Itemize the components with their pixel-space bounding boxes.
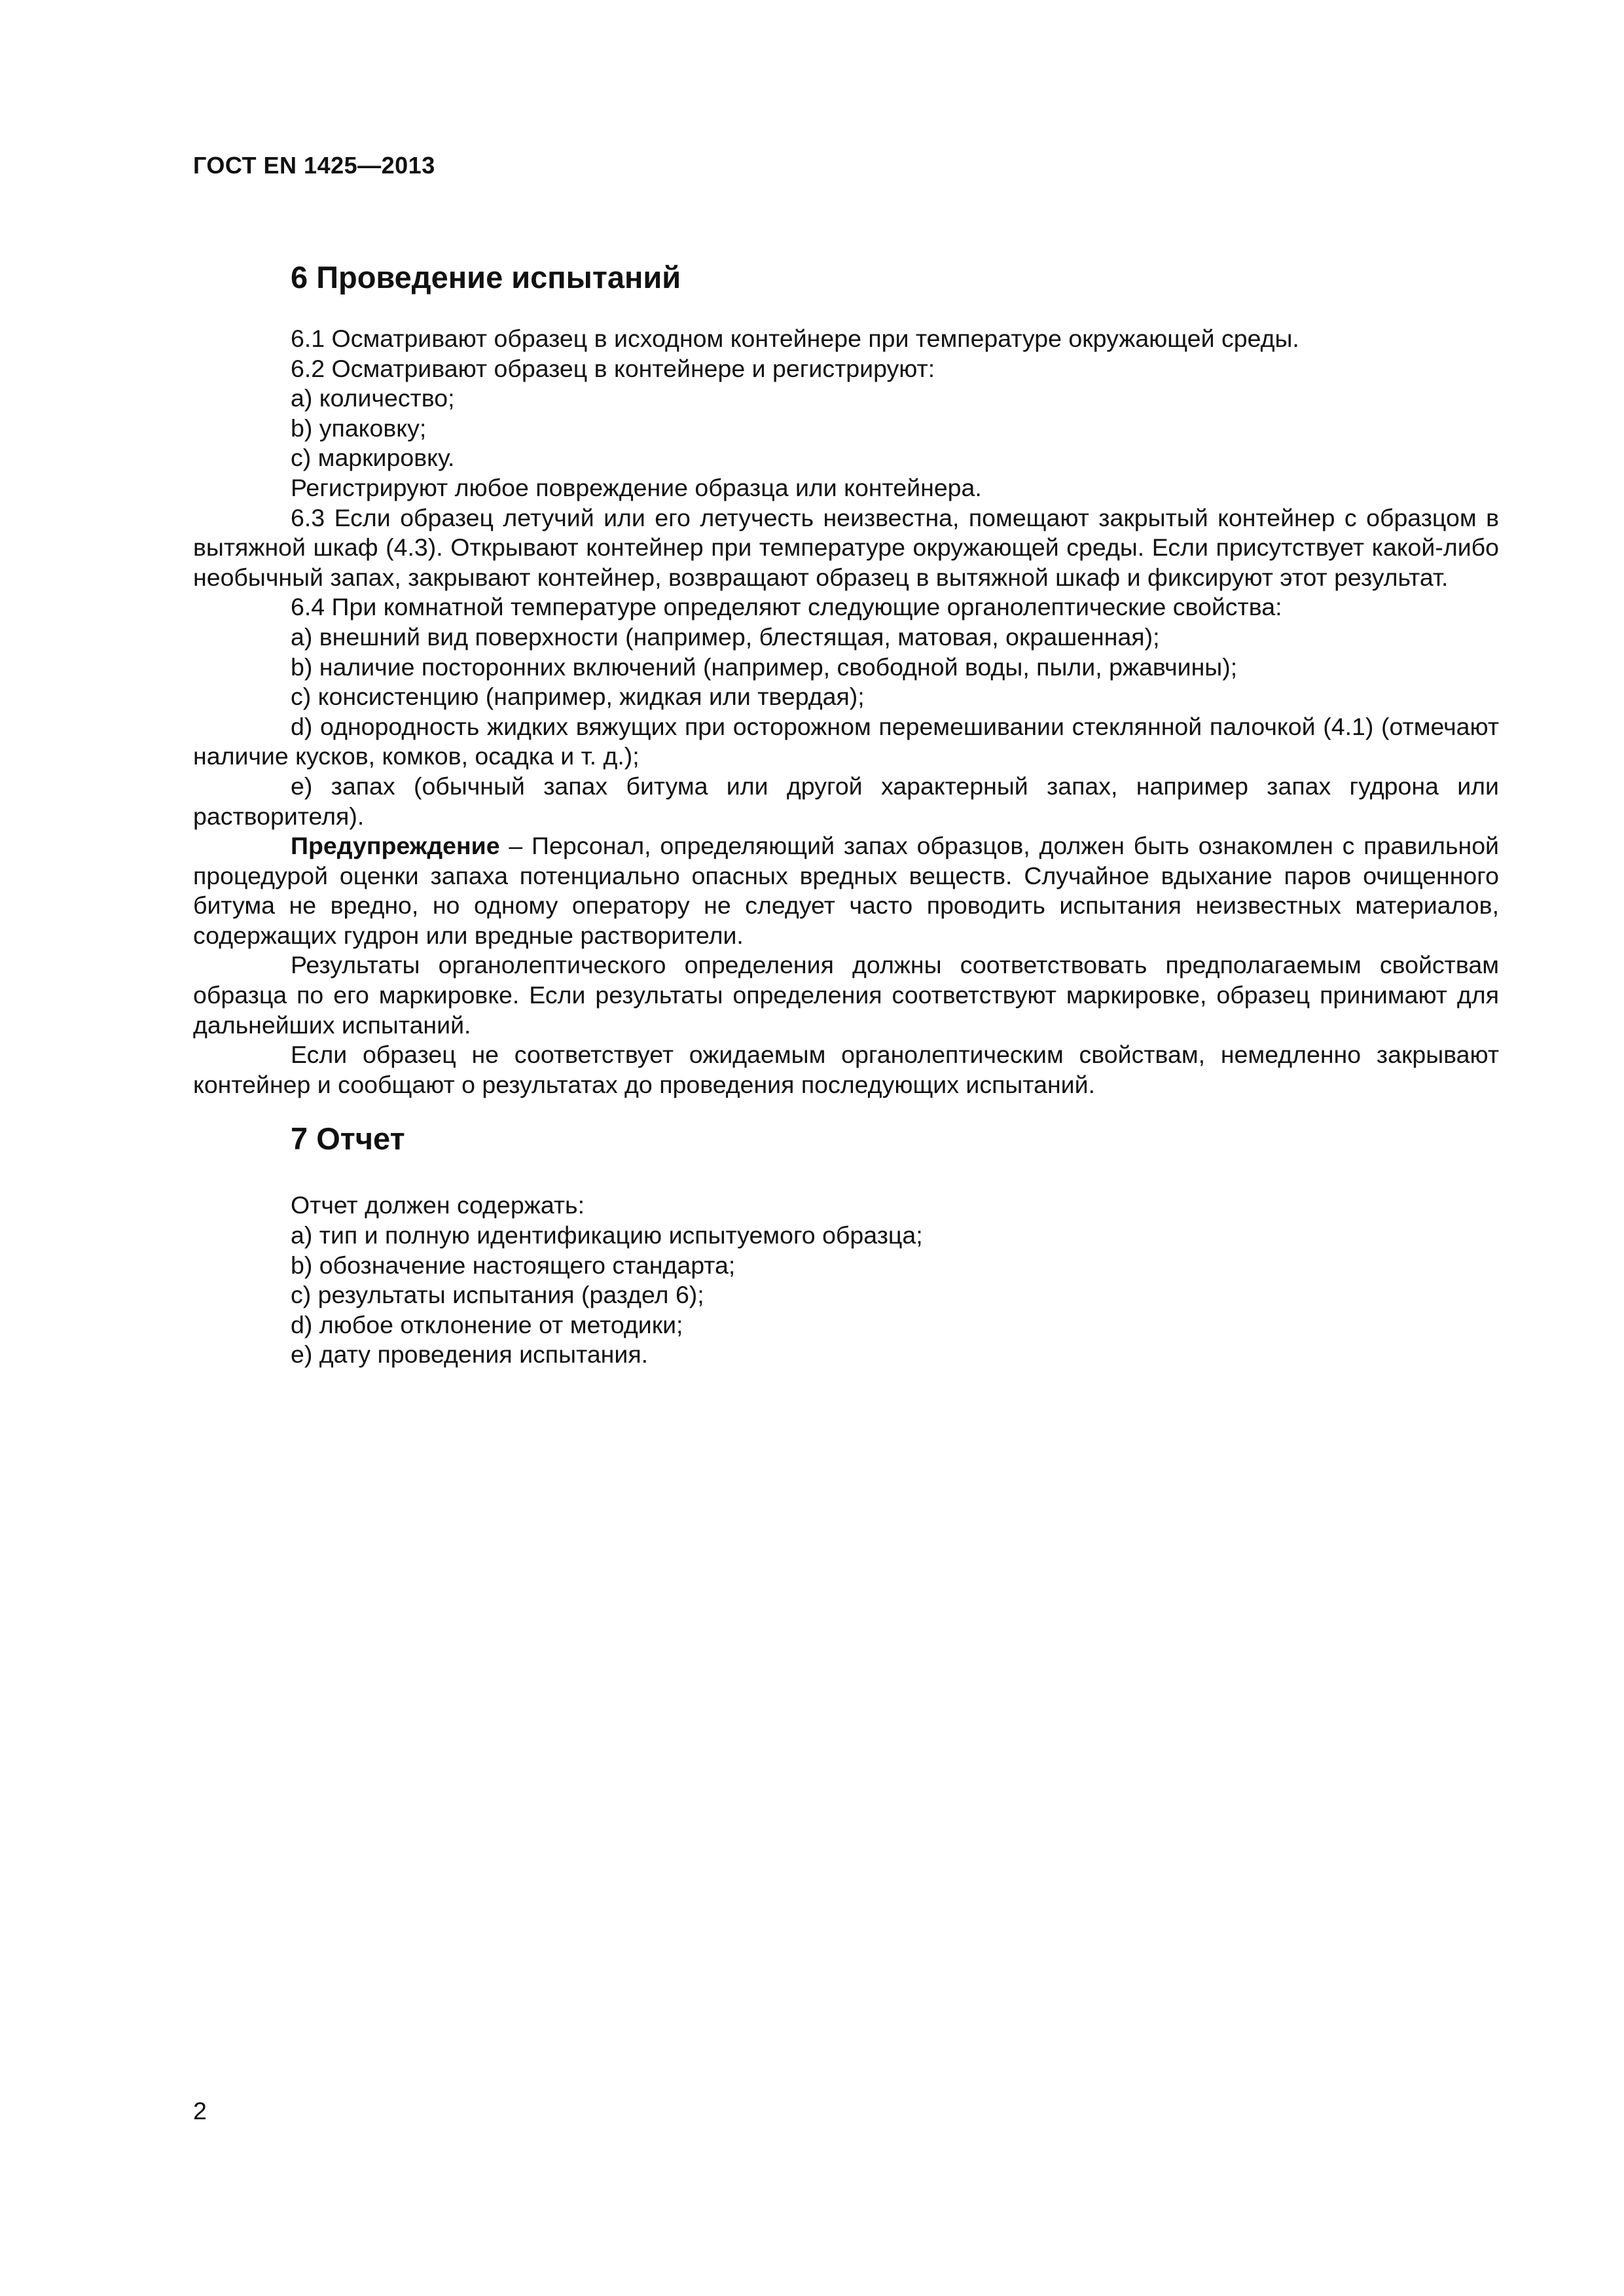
report-item-c: c) результаты испытания (раздел 6); bbox=[291, 1281, 704, 1309]
list-item-6-4-e: e) запах (обычный запах битума или другой характерный запах, например запах гудрона или растворителя). bbox=[193, 772, 1499, 830]
list-item-6-2-b: b) упаковку; bbox=[291, 414, 427, 442]
para-6-1: 6.1 Осматривают образец в исходном контейнере при температуре окружающей среды. bbox=[291, 325, 1299, 352]
list-item-6-4-d: d) однородность жидких вяжущих при осторожном перемешивании стеклянной палочкой (4.1) (отмечают наличие кусков, комков, осадка и т. д.); bbox=[193, 712, 1499, 770]
section-7-title: 7 Отчет bbox=[291, 1121, 405, 1157]
para-6-4: 6.4 При комнатной температуре определяют следующие органолептические свойства: bbox=[291, 593, 1282, 621]
report-intro: Отчет должен содержать: bbox=[291, 1191, 585, 1219]
warning-paragraph bbox=[193, 831, 1499, 950]
warning-label: Предупреждение bbox=[291, 832, 500, 860]
list-item-6-4-a: a) внешний вид поверхности (например, блестящая, матовая, окрашенная); bbox=[291, 622, 1160, 651]
list-item-6-4-c: c) консистенцию (например, жидкая или твердая); bbox=[291, 683, 865, 711]
para-nonconformity: Если образец не соответствует ожидаемым органолептическим свойствам, немедленно закрывают контейнер и сообщают о результатах до проведения последующих испытаний. bbox=[193, 1041, 1499, 1098]
document-header: ГОСТ EN 1425—2013 bbox=[193, 152, 435, 179]
list-item-6-2-c: c) маркировку. bbox=[291, 444, 455, 472]
report-item-d: d) любое отклонение от методики; bbox=[291, 1310, 683, 1338]
report-item-a: a) тип и полную идентификацию испытуемого образца; bbox=[291, 1221, 923, 1249]
para-results: Результаты органолептического определения должны соответствовать предполагаемым свойствам образца по его маркировке. Если результаты определения соответствуют маркировке, образец принимают для дальнейших испытаний. bbox=[193, 951, 1499, 1039]
warning-text: – Персонал, определяющий запах образцов, должен быть ознакомлен с правильной процедурой оценки запаха потенциально опасных вредных веществ. Случайное вдыхание паров очищенного битума не вредно, но одному оператору не следует часто проводить испытания неизвестных материалов, содержащих гудрон или вредные растворители. bbox=[193, 832, 1499, 949]
para-6-3: 6.3 Если образец летучий или его летучесть неизвестна, помещают закрытый контейнер с образцом в вытяжной шкаф (4.3). Открывают контейнер при температуре окружающей среды. Если присутствует какой-либо необычный запах, закрывают контейнер, возвращают образец в вытяжной шкаф и фиксируют этот результат. bbox=[193, 503, 1499, 591]
para-6-2-damage: Регистрируют любое повреждение образца или контейнера. bbox=[291, 473, 982, 501]
page-content bbox=[193, 262, 1499, 1370]
para-6-2: 6.2 Осматривают образец в контейнере и регистрируют: bbox=[291, 354, 935, 382]
list-item-6-4-b: b) наличие посторонних включений (например, свободной воды, пыли, ржавчины); bbox=[291, 653, 1238, 681]
report-item-b: b) обозначение настоящего стандарта; bbox=[291, 1251, 736, 1279]
page-number: 2 bbox=[193, 2097, 207, 2125]
report-item-e: e) дату проведения испытания. bbox=[291, 1340, 649, 1369]
list-item-6-2-a: a) количество; bbox=[291, 384, 455, 412]
section-6-title: 6 Проведение испытаний bbox=[291, 260, 681, 295]
